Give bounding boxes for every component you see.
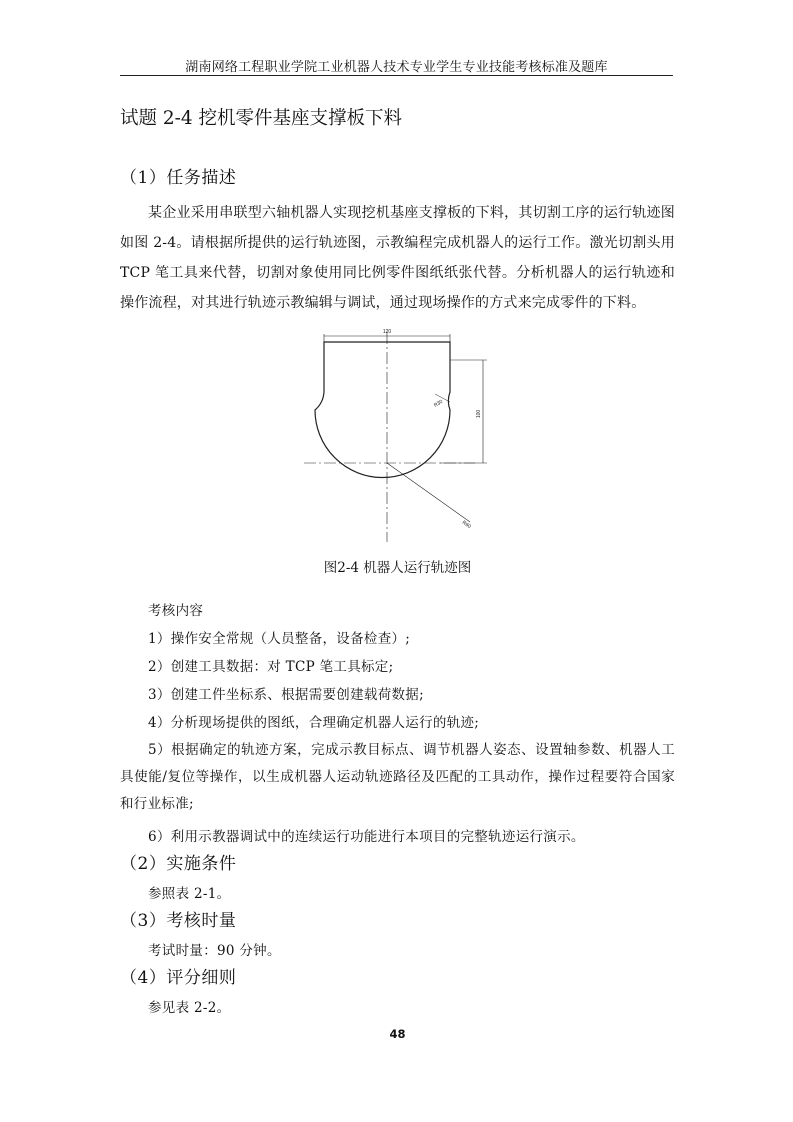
section-heading-conditions: （2）实施条件: [120, 854, 237, 874]
assessment-item-4: 4）分析现场提供的图纸，合理确定机器人运行的轨迹;: [148, 715, 480, 731]
section-heading-duration: （3）考核时量: [120, 911, 237, 931]
dim-radius-large-label: R60: [460, 519, 472, 530]
part-outline: [315, 342, 450, 478]
duration-text: 考试时量：90 分钟。: [148, 943, 281, 959]
scoring-text: 参见表 2-2。: [148, 1000, 231, 1016]
section-heading-scoring: （4）评分细则: [120, 968, 237, 988]
assessment-item-5: 5）根据确定的轨迹方案，完成示教目标点、调节机器人姿态、设置轴参数、机器人工具使能/复位等操作，以生成机器人运动轨迹路径及匹配的工具动作，操作过程要符合国家和行业标准;: [120, 742, 675, 812]
section-heading-task: （1）任务描述: [120, 168, 237, 188]
assessment-item-3: 3）创建工件坐标系、根据需要创建载荷数据;: [148, 687, 424, 703]
assessment-item-2: 2）创建工具数据：对 TCP 笔工具标定;: [148, 659, 394, 675]
conditions-text: 参照表 2-1。: [148, 886, 231, 902]
dim-width-label: 120: [382, 329, 392, 335]
assessment-item-6: 6）利用示教器调试中的连续运行功能进行本项目的完整轨迹运行演示。: [148, 829, 585, 845]
dim-radius-small-label: R30: [433, 398, 444, 409]
assessment-item-1: 1）操作安全常规（人员整备，设备检查）;: [148, 631, 411, 647]
trajectory-drawing: [290, 322, 500, 550]
dim-height-label: 100: [476, 409, 482, 419]
task-description: 某企业采用串联型六轴机器人实现挖机基座支撑板的下料，其切割工序的运行轨迹图如图 2-4。请根据所提供的运行轨迹图，示教编程完成机器人的运行工作。激光切割头用 TCP 笔工具来代替，切割对象使用同比例零件图纸纸张代替。分析机器人的运行轨迹和操作流程，对其进行轨迹示教编辑与调试，通过现场操作的方式来完成零件的下料。: [120, 205, 675, 311]
assessment-heading: 考核内容: [148, 603, 204, 619]
page-header: 湖南网络工程职业学院工业机器人技术专业学生专业技能考核标准及题库: [185, 60, 608, 75]
question-title: 试题 2-4 挖机零件基座支撑板下料: [120, 108, 403, 129]
figure-caption: 图2-4 机器人运行轨迹图: [323, 560, 472, 576]
page-number: 48: [389, 1027, 406, 1041]
header-rule: [120, 75, 673, 76]
